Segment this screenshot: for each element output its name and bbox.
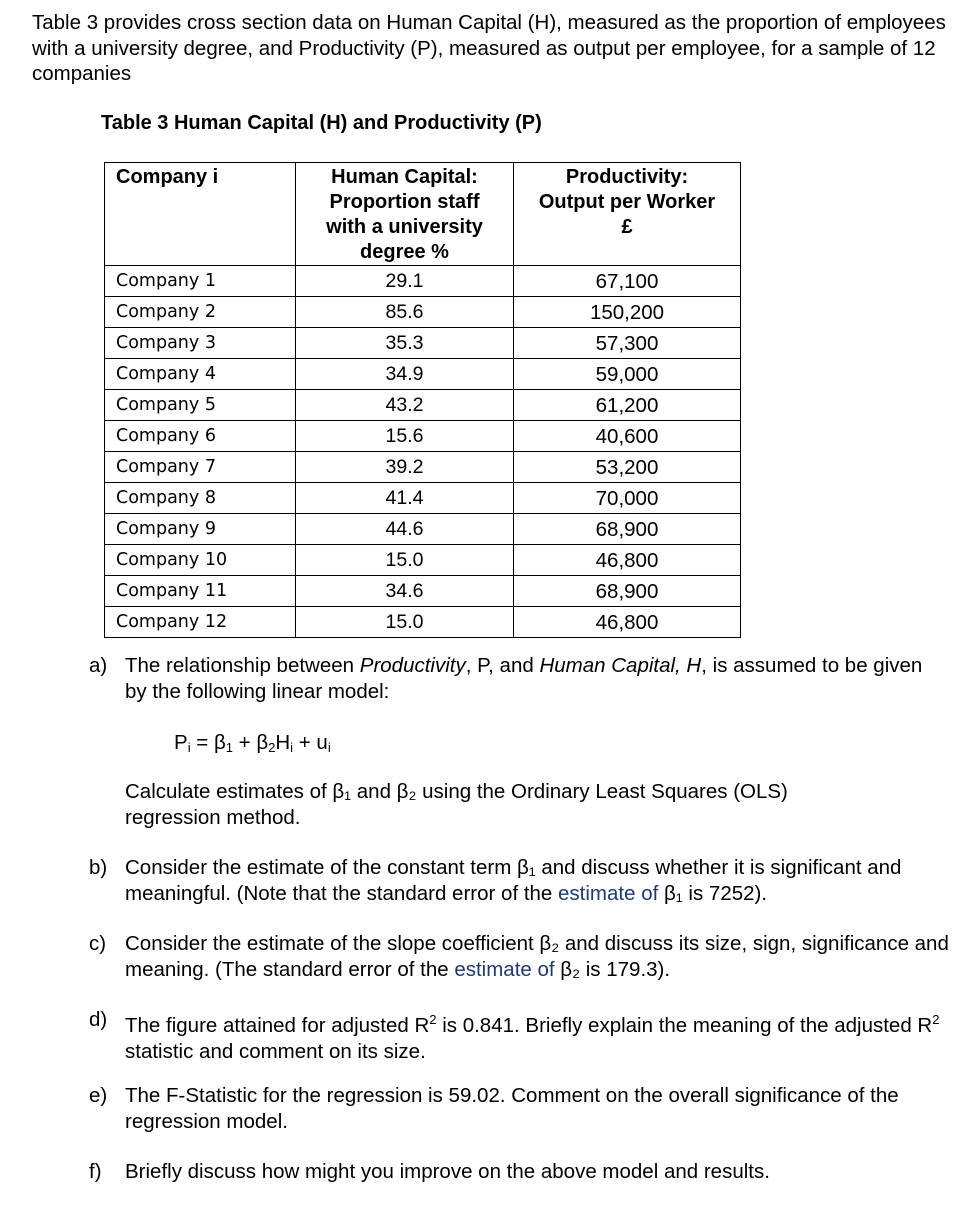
table-header-row <box>105 163 741 266</box>
cell-human-capital: 15.6 <box>296 421 514 452</box>
cell-productivity: 68,900 <box>514 514 741 545</box>
question-d <box>89 1007 949 1064</box>
cell-productivity: 68,900 <box>514 576 741 607</box>
question-e-text: The F-Statistic for the regression is 59.02. Comment on the overall significance of the regression model. <box>125 1084 899 1133</box>
header-human-capital-line: Proportion staff <box>329 191 480 213</box>
question-a <box>89 653 949 704</box>
table-row <box>105 452 741 483</box>
cell-productivity: 53,200 <box>514 452 741 483</box>
cell-company: Company 10 <box>105 545 296 576</box>
model-equation: Pi = β1 + β2Hi + ui <box>174 731 331 755</box>
question-a-calc: Calculate estimates of β₁ and β₂ using the Ordinary Least Squares (OLS) regression method. <box>125 780 788 829</box>
cell-human-capital: 34.6 <box>296 576 514 607</box>
table-row <box>105 576 741 607</box>
question-c-text: Consider the estimate of the slope coefficient β₂ and discuss its size, sign, significance and meaning. (The standard error of the estimate of β₂ is 179.3). <box>125 932 949 981</box>
cell-human-capital: 35.3 <box>296 328 514 359</box>
header-productivity-line: £ <box>621 216 633 238</box>
table-row <box>105 545 741 576</box>
cell-human-capital: 34.9 <box>296 359 514 390</box>
header-company: Company i <box>105 163 296 266</box>
header-human-capital-line: with a university <box>326 216 483 238</box>
question-f <box>89 1159 949 1185</box>
question-b-text: Consider the estimate of the constant term β₁ and discuss whether it is significant and meaningful. (Note that the standard error of the estimate of β₁ is 7252). <box>125 856 902 905</box>
question-a-text: The relationship between Productivity, P, and Human Capital, H, is assumed to be given by the following linear model: <box>125 654 923 703</box>
table-row <box>105 514 741 545</box>
cell-human-capital: 85.6 <box>296 297 514 328</box>
cell-human-capital: 39.2 <box>296 452 514 483</box>
question-letter: f) <box>89 1160 102 1183</box>
table-row <box>105 359 741 390</box>
header-productivity <box>514 163 741 266</box>
cell-human-capital: 15.0 <box>296 607 514 638</box>
cell-company: Company 9 <box>105 514 296 545</box>
header-human-capital-line: degree % <box>360 241 449 263</box>
question-d-text: The figure attained for adjusted $R^2$ is 0.841. Briefly explain the meaning of the adjusted $R^2$ statistic and comment on its size. <box>125 1012 940 1063</box>
cell-human-capital: 15.0 <box>296 545 514 576</box>
table-row <box>105 421 741 452</box>
table-row <box>105 390 741 421</box>
question-b <box>89 855 949 906</box>
cell-company: Company 2 <box>105 297 296 328</box>
cell-human-capital: 44.6 <box>296 514 514 545</box>
cell-human-capital: 43.2 <box>296 390 514 421</box>
table-row <box>105 328 741 359</box>
cell-productivity: 61,200 <box>514 390 741 421</box>
cell-productivity: 40,600 <box>514 421 741 452</box>
table-title: Table 3 Human Capital (H) and Productivity (P) <box>101 112 542 134</box>
table-row <box>105 297 741 328</box>
intro-paragraph: Table 3 provides cross section data on Human Capital (H), measured as the proportion of employees with a university degree, and Productivity (P), measured as output per employee, for a sample of 12 companies <box>32 11 946 85</box>
cell-productivity: 46,800 <box>514 545 741 576</box>
table-row <box>105 483 741 514</box>
cell-company: Company 8 <box>105 483 296 514</box>
cell-productivity: 57,300 <box>514 328 741 359</box>
question-letter: d) <box>89 1008 108 1031</box>
cell-company: Company 5 <box>105 390 296 421</box>
cell-company: Company 3 <box>105 328 296 359</box>
header-productivity-line: Output per Worker <box>538 191 716 213</box>
cell-company: Company 1 <box>105 266 296 297</box>
question-f-text: Briefly discuss how might you improve on the above model and results. <box>125 1160 770 1183</box>
cell-company: Company 11 <box>105 576 296 607</box>
header-productivity-line: Productivity: <box>565 166 689 188</box>
cell-human-capital: 41.4 <box>296 483 514 514</box>
question-letter: c) <box>89 932 107 955</box>
table-row <box>105 607 741 638</box>
cell-company: Company 4 <box>105 359 296 390</box>
data-table <box>104 162 741 638</box>
header-human-capital-line: Human Capital: <box>331 166 478 188</box>
question-e <box>89 1083 949 1134</box>
question-c <box>89 931 949 982</box>
table-row <box>105 266 741 297</box>
cell-human-capital: 29.1 <box>296 266 514 297</box>
cell-company: Company 6 <box>105 421 296 452</box>
question-letter: b) <box>89 856 108 879</box>
question-letter: e) <box>89 1084 108 1107</box>
cell-company: Company 7 <box>105 452 296 483</box>
header-human-capital <box>296 163 514 266</box>
cell-productivity: 46,800 <box>514 607 741 638</box>
cell-productivity: 59,000 <box>514 359 741 390</box>
cell-productivity: 150,200 <box>514 297 741 328</box>
question-letter: a) <box>89 654 108 677</box>
cell-company: Company 12 <box>105 607 296 638</box>
cell-productivity: 67,100 <box>514 266 741 297</box>
cell-productivity: 70,000 <box>514 483 741 514</box>
